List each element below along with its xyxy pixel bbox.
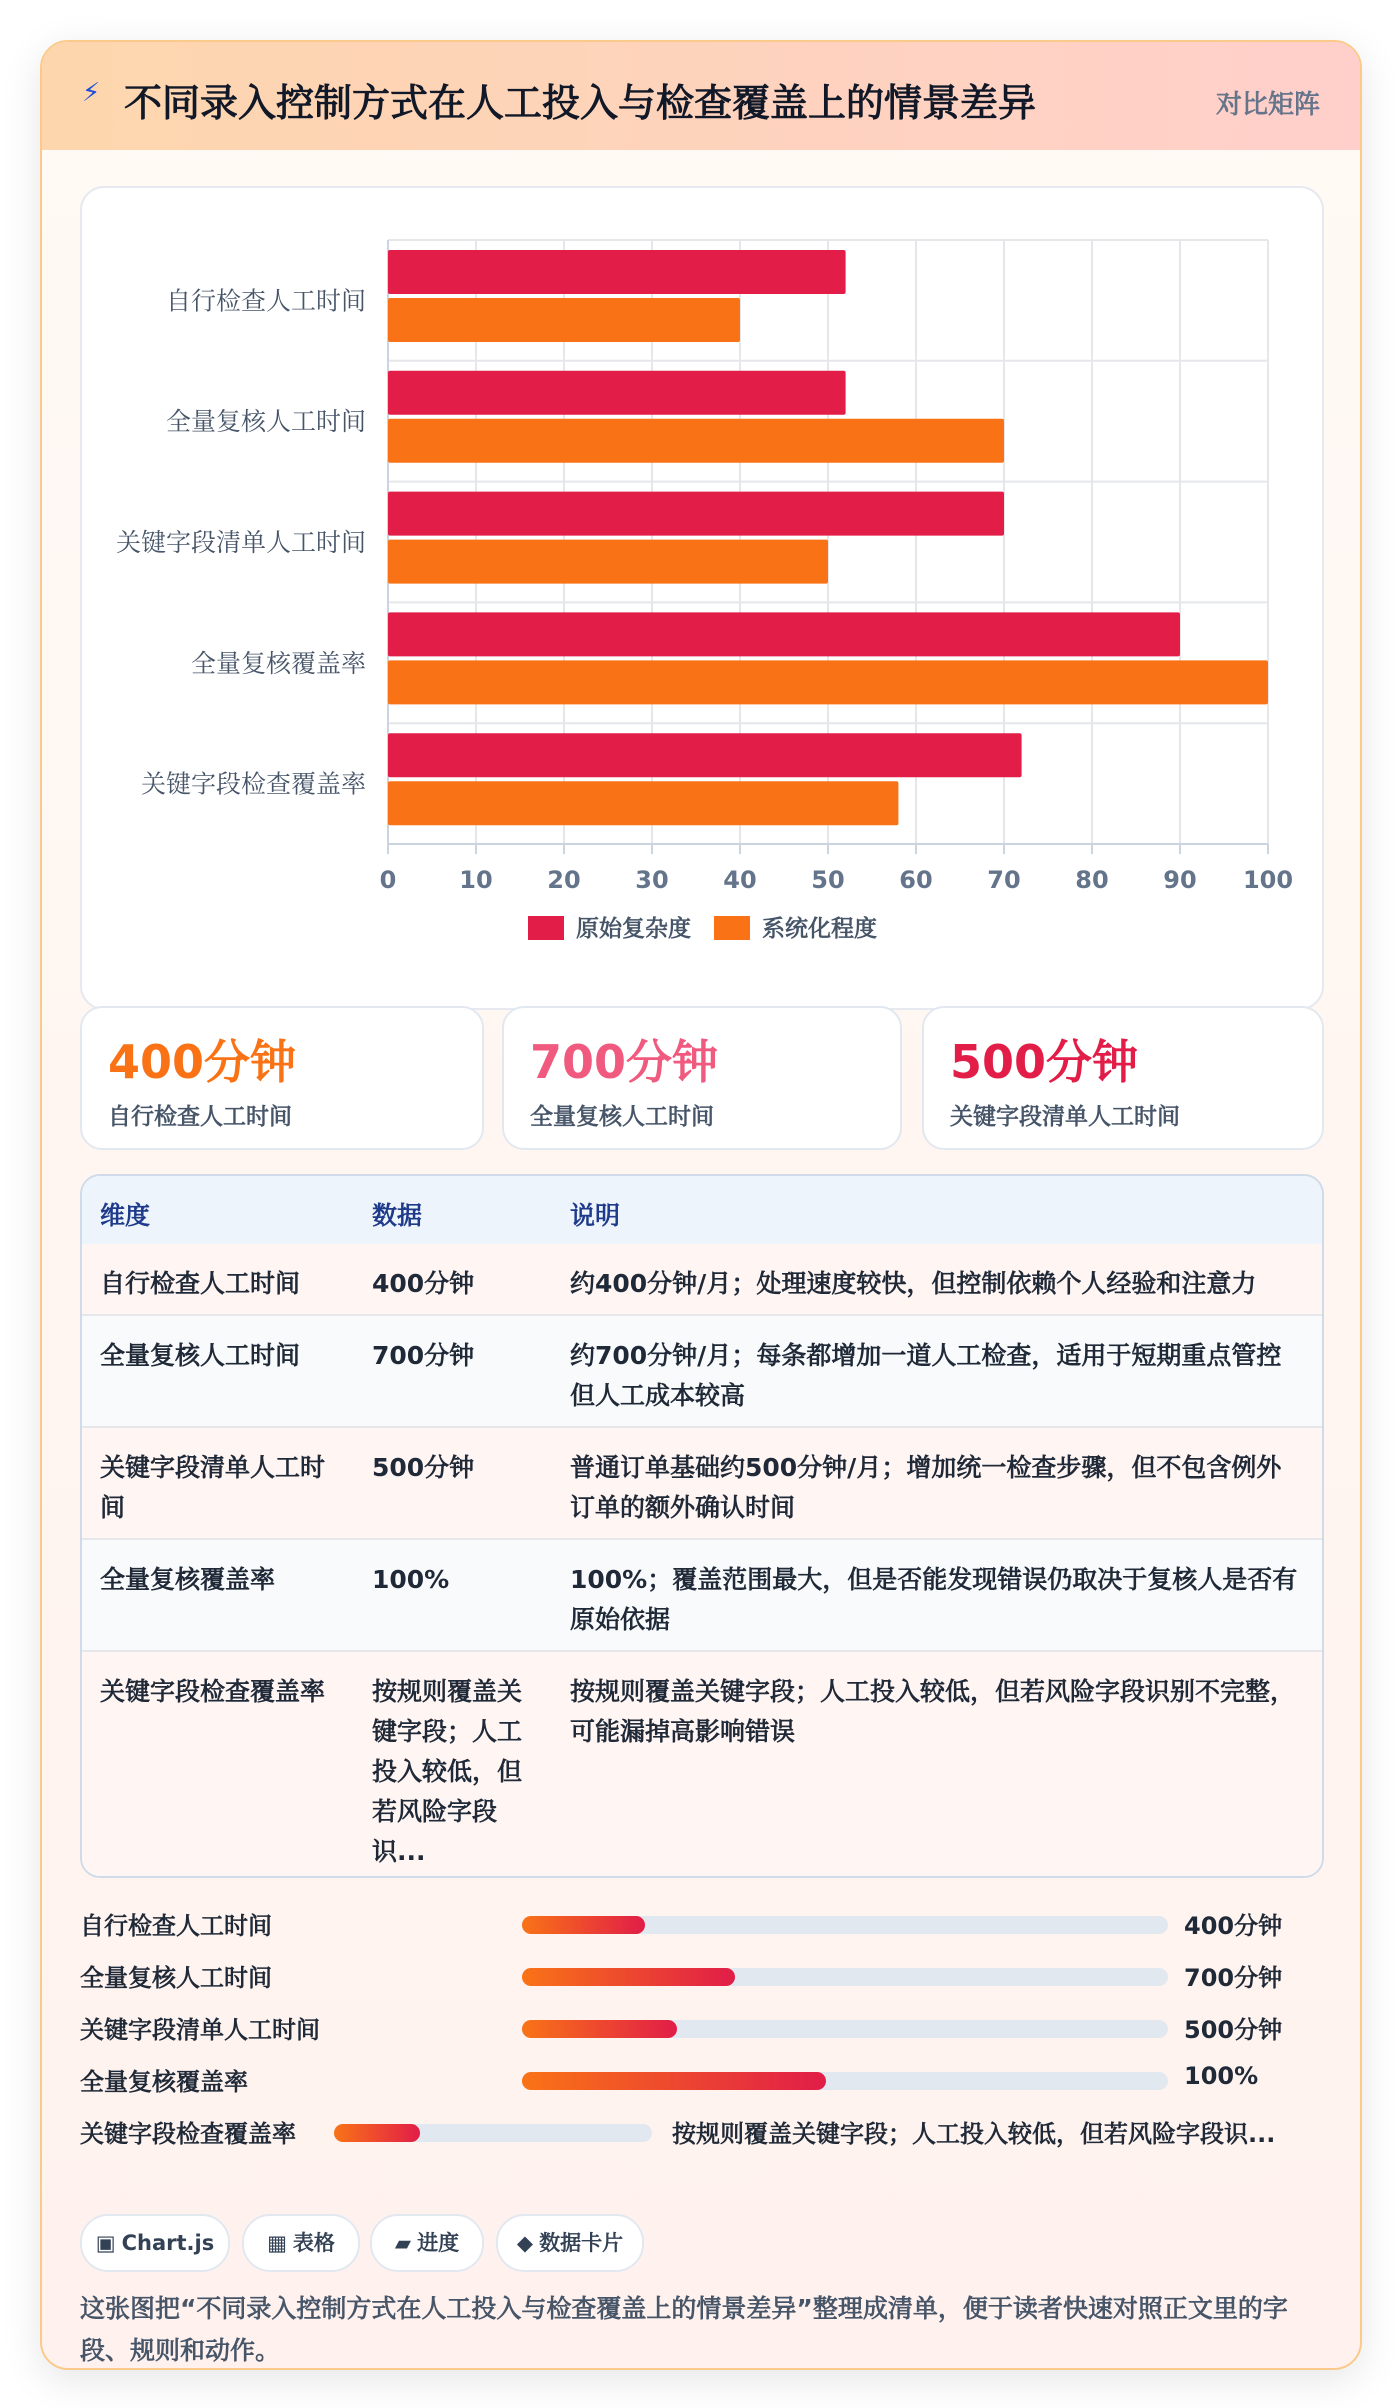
- table-cell: 400分钟: [372, 1269, 475, 1298]
- progress-value: 700分钟: [1184, 1964, 1283, 1992]
- table-cell: 全量复核人工时间: [100, 1341, 301, 1370]
- y-tick-label: 关键字段清单人工时间: [115, 528, 366, 557]
- table-icon: ▦: [267, 2231, 287, 2255]
- card-icon: ◆: [516, 2231, 534, 2255]
- x-tick-label: 50: [811, 866, 845, 894]
- x-tick-label: 0: [379, 866, 397, 894]
- table-row: [82, 1428, 1322, 1540]
- table-header-cell: 说明: [570, 1201, 621, 1230]
- y-tick-label: 全量复核人工时间: [165, 407, 366, 437]
- stat-label: 关键字段清单人工时间: [950, 1104, 1180, 1130]
- x-tick-label: 90: [1163, 866, 1197, 894]
- table-header: [82, 1176, 1322, 1246]
- progress-fill: [334, 2124, 420, 2142]
- progress-value: 400分钟: [1184, 1912, 1283, 1940]
- progress-label: 全量复核覆盖率: [80, 2068, 248, 2096]
- legend-swatch: [714, 916, 750, 940]
- lightning-icon: ⚡: [82, 78, 101, 108]
- infographic-card: [40, 40, 1362, 2370]
- progress-track: [522, 2072, 1168, 2090]
- stat-label: 全量复核人工时间: [530, 1104, 714, 1130]
- y-tick-label: 关键字段检查覆盖率: [140, 769, 366, 799]
- table-cell: 按规则覆盖关键字段；人工投入较低，但若风险字段识别不完整，可能漏掉高影响错误: [570, 1677, 1296, 1746]
- bar: [388, 733, 1022, 777]
- table-cell: 普通订单基础约500分钟/月；增加统一检查步骤，但不包含例外订单的额外确认时间: [570, 1453, 1282, 1522]
- bar: [388, 612, 1180, 656]
- table-row: [82, 1540, 1322, 1652]
- x-tick-label: 100: [1242, 866, 1294, 894]
- table-cell: 500分钟: [372, 1453, 475, 1482]
- progress-label: 关键字段清单人工时间: [80, 2016, 320, 2044]
- progress-fill: [522, 1916, 645, 1934]
- progress-track: [522, 1916, 1168, 1934]
- progress-value: 按规则覆盖关键字段；人工投入较低，但若风险字段识...: [672, 2120, 1276, 2148]
- x-tick-label: 20: [547, 866, 581, 894]
- table-row: [82, 1316, 1322, 1428]
- chip-datacard[interactable]: [496, 2214, 644, 2272]
- chip-label: 表格: [292, 2231, 335, 2255]
- header-bar: [42, 42, 1360, 150]
- progress-value: 500分钟: [1184, 2016, 1283, 2044]
- bar: [388, 419, 1004, 463]
- chip-table[interactable]: [242, 2214, 360, 2272]
- table-row: [82, 1652, 1322, 1876]
- legend-label: 原始复杂度: [576, 916, 691, 942]
- table-row: [82, 1244, 1322, 1316]
- progress-track: [522, 2020, 1168, 2038]
- page-title: 不同录入控制方式在人工投入与检查覆盖上的情景差异: [124, 81, 1037, 125]
- progress-row: [80, 2058, 1320, 2098]
- progress-fill: [522, 2020, 677, 2038]
- chip-progress[interactable]: [370, 2214, 484, 2272]
- progress-track: [334, 2124, 652, 2142]
- stat-value: 700分钟: [530, 1035, 719, 1089]
- table-cell: 约700分钟/月；每条都增加一道人工检查，适用于短期重点管控但人工成本较高: [570, 1341, 1282, 1410]
- legend-swatch: [528, 916, 564, 940]
- table-header-cell: 数据: [372, 1201, 423, 1230]
- bar-chart: [82, 188, 1322, 1008]
- table-header-cell: 维度: [100, 1201, 151, 1230]
- progress-row: [80, 1954, 1320, 1994]
- table-cell: 自行检查人工时间: [100, 1269, 301, 1298]
- footer-note: 这张图把“不同录入控制方式在人工投入与检查覆盖上的情景差异”整理成清单，便于读者快速对照正文里的字段、规则和动作。: [80, 2294, 1288, 2365]
- data-table: [80, 1174, 1324, 1878]
- chip-label: Chart.js: [121, 2231, 215, 2255]
- progress-row: [80, 1902, 1320, 1942]
- bar: [388, 492, 1004, 536]
- x-tick-label: 80: [1075, 866, 1109, 894]
- progress-track: [522, 1968, 1168, 1986]
- table-cell: 700分钟: [372, 1341, 475, 1370]
- table-cell: 100%: [372, 1565, 450, 1594]
- stat-value: 400分钟: [108, 1035, 297, 1089]
- chip-chartjs[interactable]: [80, 2214, 230, 2272]
- table-cell: 全量复核覆盖率: [100, 1565, 276, 1594]
- table-cell: 约400分钟/月；处理速度较快，但控制依赖个人经验和注意力: [570, 1269, 1257, 1298]
- bar: [388, 371, 846, 415]
- progress-icon: ▰: [394, 2231, 412, 2255]
- chip-label: 数据卡片: [539, 2231, 624, 2255]
- x-tick-label: 60: [899, 866, 933, 894]
- table-cell: 按规则覆盖关键字段；人工投入较低，但若风险字段识...: [372, 1677, 523, 1866]
- stat-card-2: [502, 1006, 902, 1150]
- bar: [388, 540, 828, 584]
- stat-value: 500分钟: [950, 1035, 1139, 1089]
- bar: [388, 781, 898, 825]
- y-tick-label: 自行检查人工时间: [165, 286, 366, 316]
- x-tick-label: 40: [723, 866, 757, 894]
- x-tick-label: 70: [987, 866, 1021, 894]
- progress-label: 关键字段检查覆盖率: [80, 2120, 296, 2148]
- stat-card-1: [80, 1006, 484, 1150]
- x-tick-label: 10: [459, 866, 493, 894]
- progress-value: 100%: [1184, 2062, 1259, 2090]
- header-tag: 对比矩阵: [1215, 90, 1320, 120]
- y-tick-label: 全量复核覆盖率: [190, 648, 366, 678]
- chip-label: 进度: [417, 2231, 460, 2255]
- progress-fill: [522, 2072, 826, 2090]
- stat-label: 自行检查人工时间: [108, 1104, 292, 1130]
- chart-panel: [80, 186, 1324, 1010]
- x-tick-label: 30: [635, 866, 669, 894]
- chart-icon: ▣: [95, 2231, 116, 2255]
- progress-fill: [522, 1968, 735, 1986]
- legend-label: 系统化程度: [762, 916, 877, 942]
- progress-row: [80, 2110, 1320, 2150]
- table-cell: 100%；覆盖范围最大，但是否能发现错误仍取决于复核人是否有原始依据: [570, 1565, 1298, 1634]
- progress-label: 全量复核人工时间: [80, 1964, 272, 1992]
- bar: [388, 660, 1268, 704]
- table-cell: 关键字段检查覆盖率: [100, 1677, 326, 1706]
- table-cell: 关键字段清单人工时间: [100, 1453, 326, 1522]
- bar: [388, 298, 740, 342]
- progress-label: 自行检查人工时间: [80, 1912, 272, 1940]
- stat-card-3: [922, 1006, 1324, 1150]
- bar: [388, 250, 846, 294]
- progress-row: [80, 2006, 1320, 2046]
